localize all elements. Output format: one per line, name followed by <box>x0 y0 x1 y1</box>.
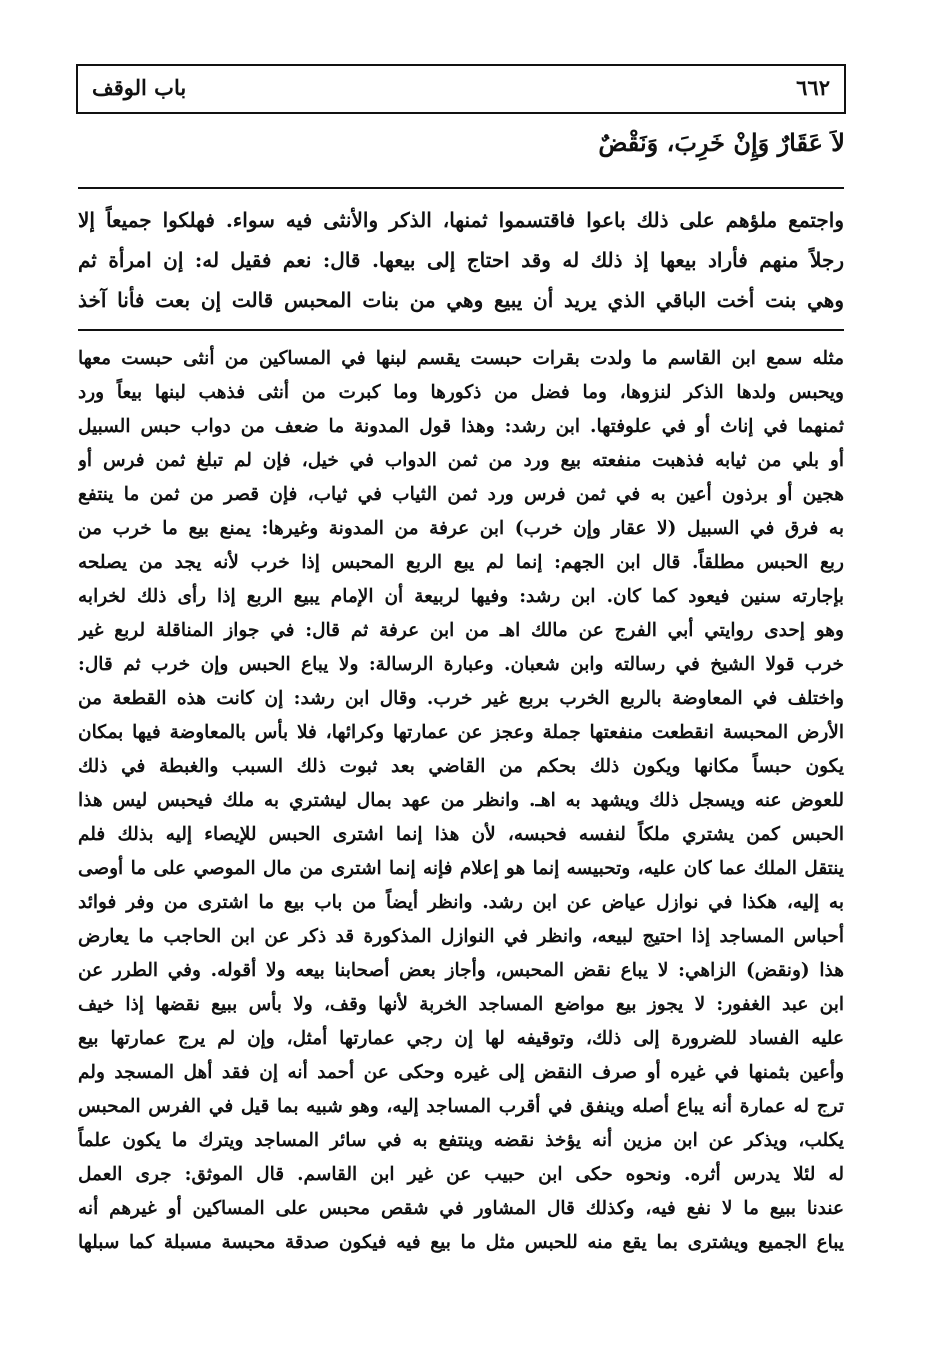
text-line: وهو إحدى روايتي أبي الفرج عن مالك اهـ من ابن عرفة ثم قال: في جواز المناقلة لربع غير <box>78 620 844 641</box>
text-line: به إليه، هكذا في نوازل عياض عن ابن رشد. وانظر أيضاً من باب بيع ما اشترى من وفر فوائد <box>78 892 844 913</box>
page-number: ٦٦٢ <box>796 75 830 100</box>
text-line: للعوض عنه ويسجل ذلك ويشهد به اهـ. وانظر من عهد بمال ليشتري به ملك فيحبس ليس هذا <box>78 790 844 811</box>
text-line: عليه الفساد للضرورة إلى ذلك، وتوقيفه لها إن رجي عمارتها أمثل، وإن لم يرج عمارتها بيع <box>78 1028 844 1049</box>
text-line: به فرق في السبيل (لا عقار وإن خرب) ابن عرفة من المدونة وغيرها: يمنع بيع ما خرب من <box>78 518 844 539</box>
text-line: ثمنهما في إناث أو في علوفتها. ابن رشد: وهذا قول المدونة ما ضعف من دواب حبس السبيل <box>78 416 844 437</box>
text-line: هجين أو برذون أعين به في ثمن فرس ورد ثمن الثياب في ثياب، فإن قصر من ثمن ما ينتفع <box>78 484 844 505</box>
text-line: خرب قولا الشيخ في رسالته وابن شعبان. وعبارة الرسالة: ولا يباع الحبس وإن خرب ثم قال: <box>78 654 844 675</box>
text-line: ينتقل الملك عما كان عليه، وتحبيسه إنما هو إعلام فإنه إنما اشترى من مال الموصي على ما أوصى <box>78 858 844 879</box>
text-line: ترج له عمارة أنه يباع أصله وينفق في أقرب المساجد إليه، وهو شبيه بما قيل في الفرس المحبس <box>78 1096 844 1117</box>
text-line: الحبس كمن يشتري ملكاً لنفسه فحبسه، لأن هذا إنما اشترى الحبس للإيصاء إليه بذلك فلم <box>78 824 844 845</box>
text-line: هذا (ونقض) الزاهي: لا يباع نقض المحبس، وأجاز بعض أصحابنا بيعه ولا أقوله. وفي الطرر عن <box>78 960 844 981</box>
text-line: رجلاً منهم فأراد بيعها إذ ذلك له وقد احتاج إلى بيعها. قال: نعم فقيل له: إن امرأة ثم <box>78 248 844 272</box>
text-line: ربع الحبس مطلقاً. قال ابن الجهم: إنما لم يبع الربع المحبس إذا خرب لأنه يجد من يصلحه <box>78 552 844 573</box>
divider-top <box>78 187 844 189</box>
upper-commentary <box>78 200 844 320</box>
text-line: بإجارته سنين فيعود كما كان. ابن رشد: وفيها لربيعة أن الإمام يبيع الربع إذا رأى ذلك لخرابه <box>78 586 844 607</box>
divider-middle <box>78 329 844 331</box>
text-line: وهي بنت أخت الباقي الذي يريد أن يبيع وهي من بنات المحبس قالت إن بعت فأنا آخذ <box>78 288 844 312</box>
text-line: ابن عبد الغفور: لا يجوز بيع مواضع المساجد الخربة لأنها وقف، ولا بأس ببيع نقضها إذا خيف <box>78 994 844 1015</box>
chapter-title: باب الوقف <box>92 75 187 100</box>
text-line: له لئلا يدرس أثره. ونحوه حكى ابن حبيب عن غير ابن القاسم. قال الموثق: جرى العمل <box>78 1164 844 1185</box>
text-line: واختلف في المعاوضة بالربع الخرب بربع غير خرب. وقال ابن رشد: إن كانت هذه القطعة من <box>78 688 844 709</box>
page-header <box>76 64 846 114</box>
text-line: أو بلي من ثيابه فذهبت منفعته بيع ورد من ثمن الدواب في خيل، فإن لم تبلغ ثمن فرس أو <box>78 450 844 471</box>
text-line: الأرض المحبسة انقطعت منفعتها جملة وعجز عن عمارتها وكرائها، فلا بأس بالمعاوضة فيها بمكان <box>78 722 844 743</box>
text-line: ويحبس ولدها الذكر لنزوها، وما فضل من ذكورها وما كبرت من أنثى فذهب لبنها بيعاً ورد <box>78 382 844 403</box>
text-line: أحباس المساجد إذا احتيج لبيعه، وانظر في النوازل المذكورة قد ذكر عن ابن الحاجب ما يعارض <box>78 926 844 947</box>
matn-text: لاَ عَقَارٌ وَإِنْ خَرِبَ، وَنَقْضٌ <box>598 128 845 157</box>
text-line: يكون حبساً مكانها ويكون ذلك بحكم من القاضي بعد ثبوت ذلك السبب والغبطة في ذلك <box>78 756 844 777</box>
text-line: عندنا ببيع ما لا نفع فيه، وكذلك قال المشاور في شقص محبس على المساكين أو غيرهم أنه <box>78 1198 844 1219</box>
text-line: واجتمع ملؤهم على ذلك باعوا فاقتسموا ثمنها، الذكر والأنثى فيه سواء. فهلكوا جميعاً إلا <box>78 208 844 232</box>
text-line: يباع الجميع ويشترى بما يقع منه للحبس مثل ما بيع فيه فيكون صدقة محبسة مسبلة كما سبلها <box>78 1232 844 1253</box>
lower-commentary <box>78 342 844 1260</box>
text-line: وأعين بثمنها في غيره أو صرف النقض إلى غيره وحكى عن أحمد أنه إن فقد أهل المسجد ولم <box>78 1062 844 1083</box>
text-line: يكلب، ويذكر عن ابن مزين أنه يؤخذ نقضه وينتفع به في سائر المساجد ويترك ما يكون علماً <box>78 1130 844 1151</box>
text-line: مثله سمع ابن القاسم ما ولدت بقرات حبست يقسم لبنها في المساكين من أنثى حبست معها <box>78 348 844 369</box>
